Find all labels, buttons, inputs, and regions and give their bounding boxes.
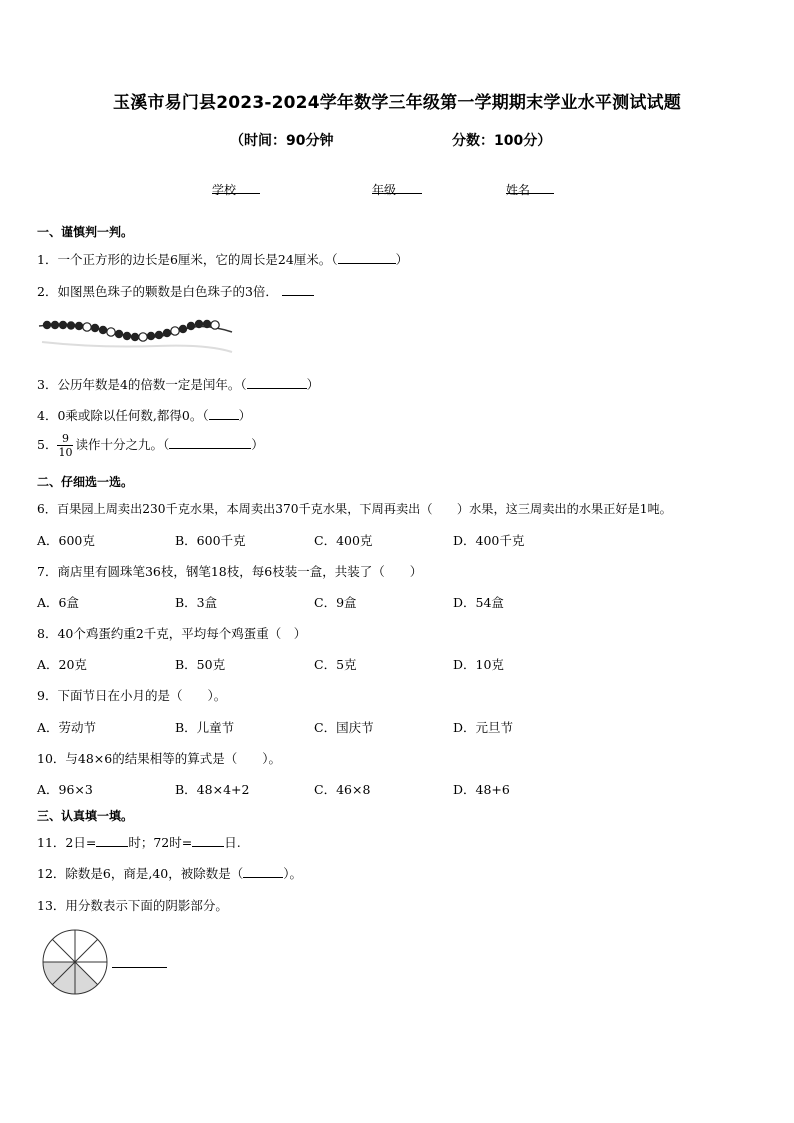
option-a[interactable]: A．6盒 bbox=[37, 595, 79, 610]
question-2-text: 2．如图黑色珠子的颗数是白色珠子的3倍． bbox=[37, 284, 278, 299]
question-5 bbox=[37, 432, 264, 459]
score-label: 分数：100分） bbox=[452, 133, 552, 149]
school-label: 学校 bbox=[212, 183, 237, 197]
fraction-numerator: 9 bbox=[61, 432, 69, 445]
answer-blank-11b[interactable] bbox=[192, 834, 224, 847]
question-1-close: ） bbox=[395, 252, 409, 267]
option-d[interactable]: D．400千克 bbox=[453, 533, 525, 548]
question-12 bbox=[37, 864, 302, 882]
option-c[interactable]: C．46×8 bbox=[314, 782, 371, 797]
option-d[interactable]: D．54盒 bbox=[453, 595, 504, 610]
option-a[interactable]: A．劳动节 bbox=[37, 720, 97, 735]
option-c[interactable]: C．5克 bbox=[314, 657, 357, 672]
question-5-number: 5． bbox=[37, 437, 58, 452]
question-12-close: ）。 bbox=[283, 866, 303, 881]
answer-blank-11a[interactable] bbox=[96, 834, 128, 847]
option-b[interactable]: B．50克 bbox=[175, 657, 226, 672]
grade-field bbox=[372, 181, 422, 197]
question-9: 9．下面节日在小月的是（ ）。 bbox=[37, 688, 227, 703]
question-1 bbox=[37, 250, 408, 268]
answer-blank-13[interactable] bbox=[112, 955, 167, 968]
question-11 bbox=[37, 833, 241, 851]
option-c[interactable]: C．国庆节 bbox=[314, 720, 374, 735]
section-heading-2: 二、仔细选一选。 bbox=[37, 475, 134, 489]
question-3-text: 3．公历年数是4的倍数一定是闰年。（ bbox=[37, 377, 247, 392]
option-b[interactable]: B．3盒 bbox=[175, 595, 218, 610]
option-a[interactable]: A．96×3 bbox=[37, 782, 93, 797]
exam-title: 玉溪市易门县2023-2024学年数学三年级第一学期期末学业水平测试试题 bbox=[113, 93, 681, 113]
bead-string-image bbox=[37, 312, 237, 356]
answer-blank-5[interactable] bbox=[169, 436, 251, 449]
option-d[interactable]: D．10克 bbox=[453, 657, 504, 672]
question-3-close: ） bbox=[306, 377, 320, 392]
name-field bbox=[506, 181, 554, 197]
question-11-text-c: 日. bbox=[224, 835, 241, 850]
option-b[interactable]: B．600千克 bbox=[175, 533, 246, 548]
answer-blank-4[interactable] bbox=[209, 407, 239, 420]
question-11-text-b: 时；72时= bbox=[128, 835, 193, 850]
answer-blank-12[interactable] bbox=[243, 865, 283, 878]
section-heading-3: 三、认真填一填。 bbox=[37, 809, 134, 823]
section-heading-1: 一、谨慎判一判。 bbox=[37, 225, 134, 239]
option-b[interactable]: B．儿童节 bbox=[175, 720, 235, 735]
question-1-text: 1．一个正方形的边长是6厘米，它的周长是24厘米。（ bbox=[37, 252, 338, 267]
answer-blank-3[interactable] bbox=[247, 376, 307, 389]
beads bbox=[43, 320, 219, 341]
option-a[interactable]: A．20克 bbox=[37, 657, 87, 672]
option-d[interactable]: D．48+6 bbox=[453, 782, 510, 797]
fraction-denominator: 10 bbox=[58, 446, 73, 459]
question-5-text: 读作十分之九。（ bbox=[75, 437, 170, 452]
grade-label: 年级 bbox=[372, 183, 397, 197]
option-c[interactable]: C．400克 bbox=[314, 533, 373, 548]
option-a[interactable]: A．600克 bbox=[37, 533, 95, 548]
question-4 bbox=[37, 406, 251, 424]
time-label: （时间：90分钟 bbox=[230, 133, 334, 149]
question-4-close: ） bbox=[238, 408, 252, 423]
name-label: 姓名 bbox=[506, 183, 531, 197]
answer-blank-1[interactable] bbox=[338, 251, 396, 264]
question-10: 10．与48×6的结果相等的算式是（ ）。 bbox=[37, 751, 281, 766]
question-7: 7．商店里有圆珠笔36枝，钢笔18枝，每6枝装一盒，共装了（ ） bbox=[37, 564, 423, 579]
option-d[interactable]: D．元旦节 bbox=[453, 720, 514, 735]
question-13: 13．用分数表示下面的阴影部分。 bbox=[37, 898, 228, 913]
answer-blank-2[interactable] bbox=[282, 283, 314, 296]
question-6: 6．百果园上周卖出230千克水果，本周卖出370千克水果，下周再卖出（ ）水果，这三周卖出的水果正好是1吨。 bbox=[37, 502, 672, 516]
question-11-text-a: 11．2日= bbox=[37, 835, 97, 850]
question-12-text: 12．除数是6，商是,40，被除数是（ bbox=[37, 866, 244, 881]
question-2 bbox=[37, 282, 314, 300]
option-c[interactable]: C．9盒 bbox=[314, 595, 357, 610]
question-5-close: ） bbox=[251, 437, 264, 452]
shaded-sector-3 bbox=[75, 962, 98, 994]
school-field bbox=[212, 181, 260, 197]
option-b[interactable]: B．48×4+2 bbox=[175, 782, 250, 797]
fraction-nine-tenths bbox=[57, 432, 73, 459]
shaded-circle-figure bbox=[40, 927, 110, 997]
question-4-text: 4．0乘或除以任何数,都得0。（ bbox=[37, 408, 209, 423]
question-3 bbox=[37, 375, 319, 393]
question-8: 8．40个鸡蛋约重2千克，平均每个鸡蛋重（ ） bbox=[37, 626, 307, 641]
